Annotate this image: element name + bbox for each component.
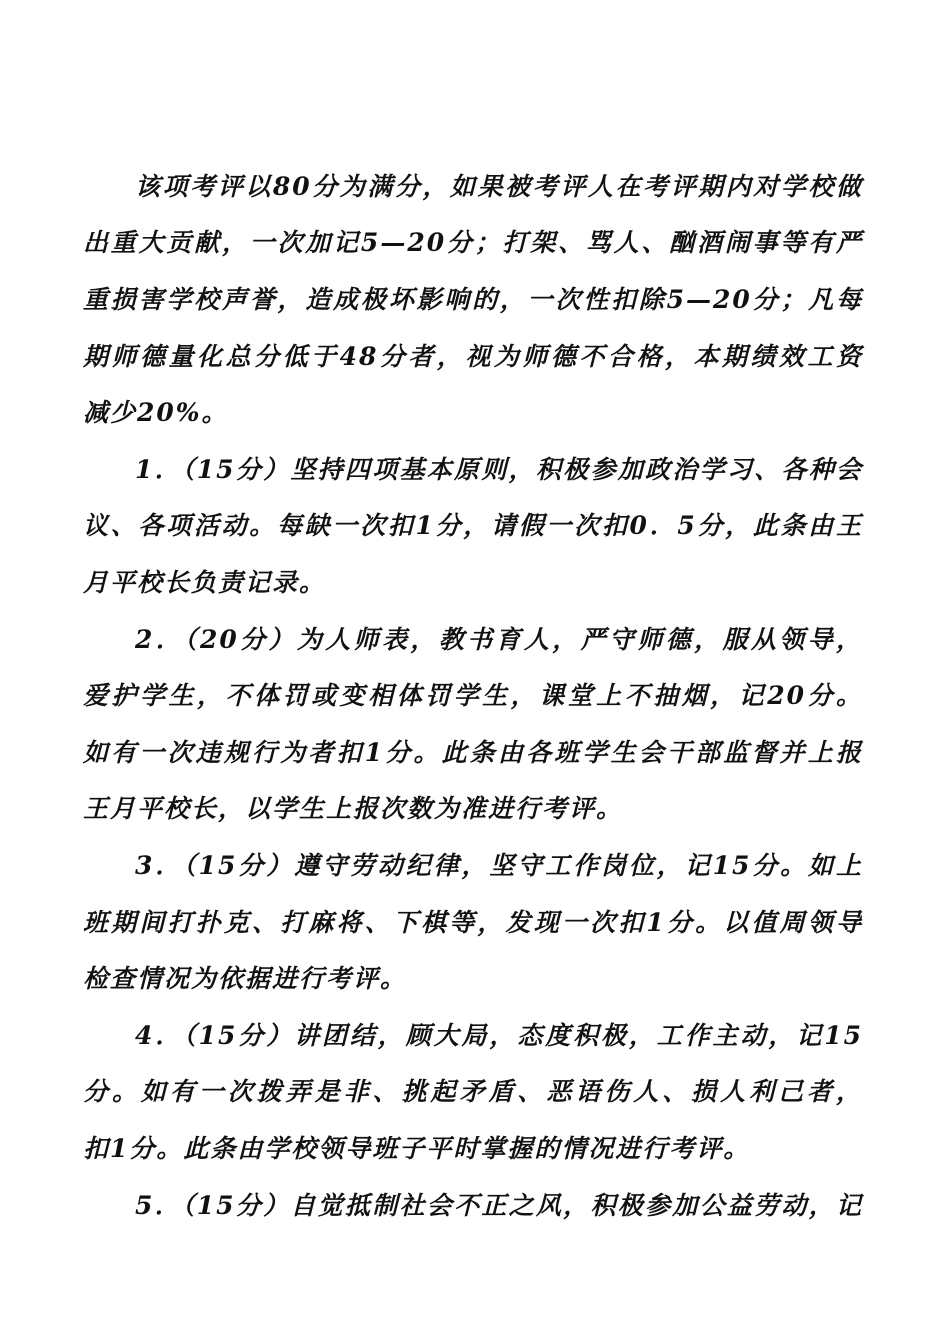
paragraph-line: 减少20%。 [83, 398, 229, 427]
paragraph-line: 出重大贡献，一次加记5—20分；打架、骂人、酗酒闹事等有严 [83, 228, 863, 257]
paragraph-line: 王月平校长，以学生上报次数为准进行考评。 [83, 794, 624, 823]
paragraph-line: 重损害学校声誉，造成极坏影响的，一次性扣除5—20分；凡每 [83, 285, 863, 314]
paragraph-line: 爱护学生，不体罚或变相体罚学生，课堂上不抽烟，记20分。 [83, 681, 863, 710]
paragraph-line: 该项考评以80分为满分，如果被考评人在考评期内对学校做 [135, 172, 863, 201]
paragraph-line: 议、各项活动。每缺一次扣1分，请假一次扣0．5分，此条由王 [83, 511, 863, 540]
paragraph-line: 班期间打扑克、打麻将、下棋等，发现一次扣1分。以值周领导 [83, 908, 863, 937]
paragraph-line: 2．（20分）为人师表，教书育人，严守师德，服从领导， [135, 625, 863, 654]
paragraph-line: 检查情况为依据进行考评。 [83, 964, 408, 993]
paragraph-line: 分。如有一次拨弄是非、挑起矛盾、恶语伤人、损人利己者， [83, 1077, 863, 1106]
paragraph-line: 4．（15分）讲团结，顾大局，态度积极，工作主动，记15 [135, 1021, 863, 1050]
paragraph-line: 月平校长负责记录。 [83, 568, 327, 597]
paragraph-line: 期师德量化总分低于48分者，视为师德不合格，本期绩效工资 [83, 342, 863, 371]
paragraph-line: 5．（15分）自觉抵制社会不正之风，积极参加公益劳动，记 [135, 1191, 863, 1220]
paragraph-line: 扣1分。此条由学校领导班子平时掌握的情况进行考评。 [83, 1134, 751, 1163]
paragraph-line: 3．（15分）遵守劳动纪律，坚守工作岗位，记15分。如上 [135, 851, 863, 880]
paragraph-line: 1．（15分）坚持四项基本原则，积极参加政治学习、各种会 [135, 455, 863, 484]
paragraph-line: 如有一次违规行为者扣1分。此条由各班学生会干部监督并上报 [83, 738, 863, 767]
